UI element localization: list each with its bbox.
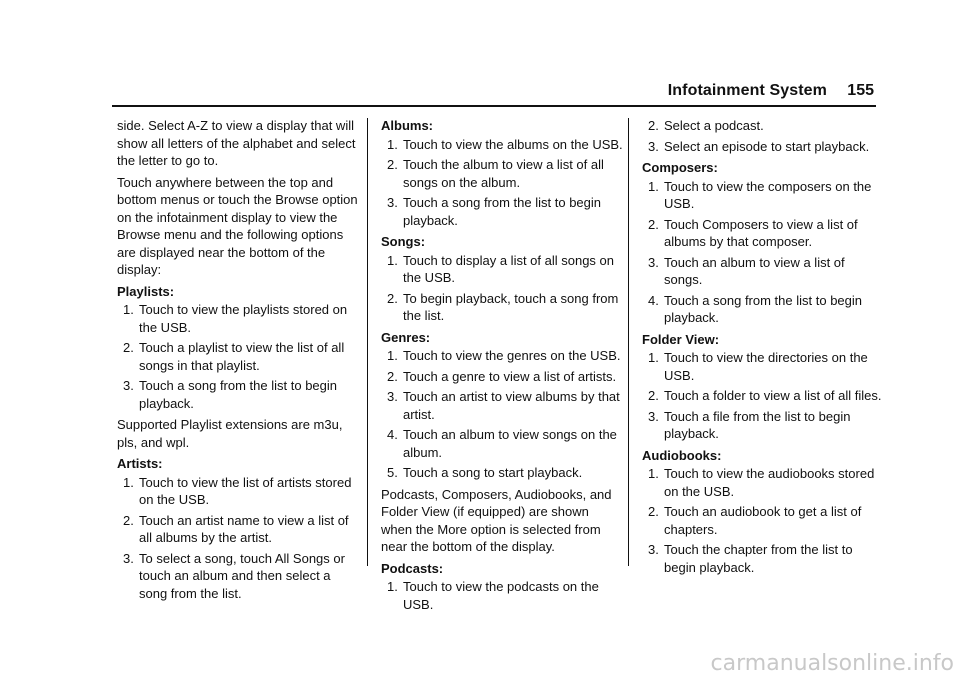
list-item-number: 2. [648,388,659,403]
list-item [642,408,884,443]
list-item [381,136,623,154]
list-item [117,550,359,603]
section-heading: Audiobooks: [642,447,722,463]
list-item [381,388,623,423]
list-item [381,156,623,191]
list-item-text: Touch to view the playlists stored on the USB. [139,302,348,335]
numbered-list [642,178,884,327]
list-item [642,138,884,156]
list-item [381,194,623,229]
column-1 [117,117,359,606]
list-item-number: 3. [648,254,659,270]
list-item-text: Touch an artist name to view a list of all albums by the artist. [139,512,349,545]
column-divider-1 [367,118,368,566]
list-item-number: 3. [648,408,659,424]
list-item-text: Touch Composers to view a list of albums by that composer. [664,216,858,249]
paragraph: side. Select A-Z to view a display that will show all letters of the alphabet and select the letter to go to. [117,118,356,168]
list-item-text: Touch to view the audiobooks stored on the USB. [664,466,875,499]
list-item [381,464,623,482]
column-3 [642,117,884,580]
list-item-number: 1. [648,178,659,194]
list-item-number: 2. [648,504,659,519]
list-item-number: 5. [387,465,398,480]
list-item-number: 3. [123,378,134,393]
list-item-number: 3. [648,138,659,154]
list-item [117,377,359,412]
header-rule [112,105,876,107]
list-item-text: Touch to view the podcasts on the USB. [403,579,599,612]
list-item-text: Touch to view the albums on the USB. [403,136,623,152]
list-item [117,339,359,374]
section-heading: Podcasts: [381,560,444,576]
section-heading: Albums: [381,118,433,133]
numbered-list [117,474,359,603]
list-item [642,349,884,384]
numbered-list [117,301,359,412]
numbered-list [642,349,884,443]
list-item-text: Touch an album to view songs on the album. [403,427,617,460]
list-item [642,292,884,327]
watermark-text: carmanualsonline.info [710,651,954,676]
list-item [642,387,884,405]
list-item-text: Touch to view the list of artists stored on the USB. [139,474,352,507]
list-item-text: Touch an album to view a list of songs. [664,254,845,287]
numbered-list [381,578,623,613]
list-item-text: Touch the chapter from the list to begin playback. [664,542,853,575]
list-item [381,252,623,287]
list-item-text: Touch the album to view a list of all songs on the album. [403,157,604,190]
numbered-list [642,465,884,576]
column-divider-2 [628,118,629,566]
list-item-number: 1. [648,466,659,481]
list-item [642,216,884,251]
list-item-number: 3. [387,389,398,404]
list-item [381,290,623,325]
list-item-text: Select an episode to start playback. [664,138,870,154]
list-item-text: Select a podcast. [664,118,764,133]
list-item [117,301,359,336]
list-item-number: 3. [123,550,134,566]
list-item-text: To select a song, touch All Songs or touch an album and then select a song from the list. [139,550,345,601]
list-item [642,178,884,213]
list-item-number: 1. [123,474,134,490]
section-heading: Composers: [642,160,718,175]
list-item-number: 3. [648,542,659,557]
numbered-list [381,136,623,230]
section-heading: Folder View: [642,331,720,347]
list-item-text: Touch to view the genres on the USB. [403,348,621,363]
paragraph: Podcasts, Composers, Audiobooks, and Folder View (if equipped) are shown when the More option is selected from near the bottom of the display. [381,486,612,554]
list-item-text: Touch to view the directories on the USB. [664,350,868,383]
list-item-text: Touch a folder to view a list of all files. [664,388,882,403]
numbered-list [381,252,623,325]
list-item-number: 1. [648,350,659,365]
section-heading: Artists: [117,456,163,471]
paragraph: Touch anywhere between the top and bottom menus or touch the Browse option on the infotainment display to view the Browse menu and the following options are displayed near the bottom of the display: [117,174,358,277]
list-item-number: 2. [123,340,134,355]
column-2 [381,117,623,617]
list-item-text: Touch a genre to view a list of artists. [403,368,617,384]
list-item-number: 2. [387,290,398,306]
page-header-title: Infotainment System [667,82,827,99]
numbered-list [381,347,623,482]
list-item-number: 1. [387,252,398,268]
list-item-number: 3. [387,195,398,210]
list-item [381,426,623,461]
numbered-list [642,117,884,155]
list-item-number: 1. [123,302,134,317]
list-item-number: 1. [387,136,398,152]
list-item-number: 4. [387,427,398,442]
page-number: 155 [847,82,874,99]
list-item-text: Touch a song from the list to begin playback. [664,292,863,325]
list-item-text: Touch a song to start playback. [403,465,583,480]
list-item [381,347,623,365]
list-item-number: 2. [123,512,134,528]
list-item-number: 2. [387,157,398,172]
list-item [642,541,884,576]
list-item-text: Touch an artist to view albums by that artist. [403,389,620,422]
list-item-number: 4. [648,292,659,308]
section-heading: Songs: [381,234,426,249]
list-item [642,503,884,538]
list-item-text: Touch a song from the list to begin playback. [139,378,338,411]
list-item-text: Touch a playlist to view the list of all songs in that playlist. [139,340,345,373]
list-item-number: 2. [648,118,659,133]
list-item [381,368,623,386]
list-item-number: 2. [387,368,398,384]
list-item-number: 1. [387,348,398,363]
list-item [117,512,359,547]
list-item [642,254,884,289]
list-item-text: To begin playback, touch a song from the list. [403,290,619,323]
list-item [642,117,884,135]
list-item-text: Touch a file from the list to begin playback. [664,408,851,441]
paragraph: Supported Playlist extensions are m3u, pls, and wpl. [117,417,343,450]
list-item-text: Touch to view the composers on the USB. [664,178,872,211]
section-heading: Playlists: [117,283,175,299]
list-item-text: Touch to display a list of all songs on the USB. [403,252,615,285]
list-item [642,465,884,500]
list-item-number: 2. [648,216,659,232]
list-item-text: Touch a song from the list to begin playback. [403,195,602,228]
list-item-number: 1. [387,579,398,594]
section-heading: Genres: [381,329,431,345]
list-item [381,578,623,613]
list-item [117,474,359,509]
list-item-text: Touch an audiobook to get a list of chapters. [664,504,862,537]
